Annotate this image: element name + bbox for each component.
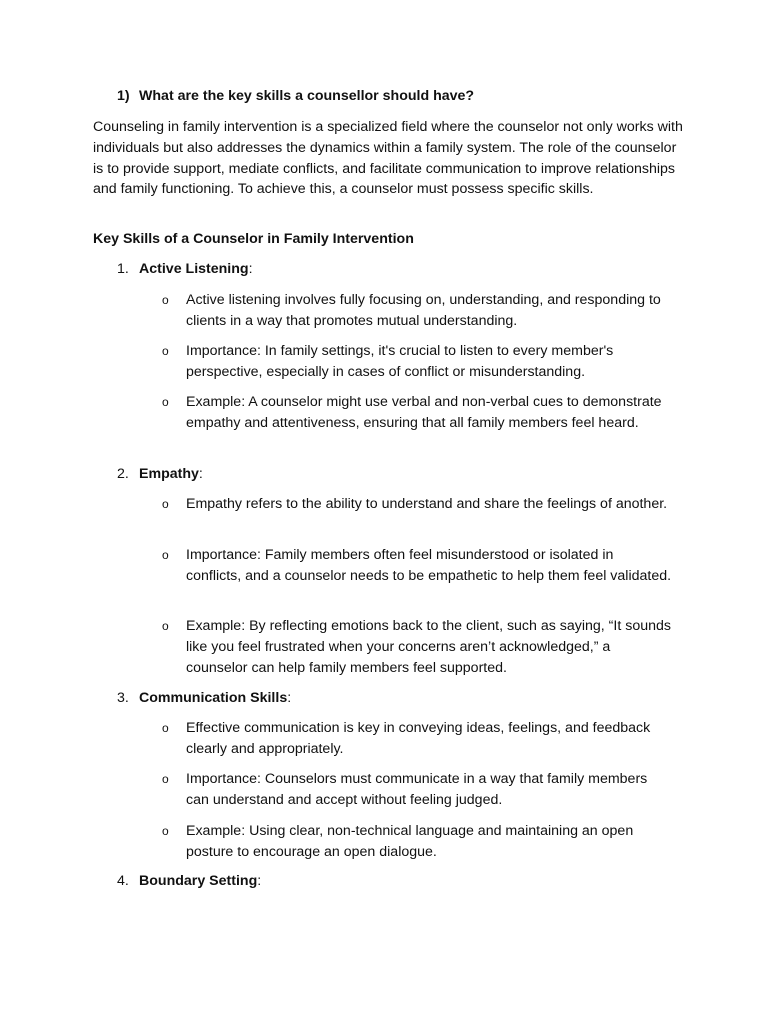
bullet-text: Importance: Counselors must communicate in a way that family members can understand and accept without feeling judged. bbox=[186, 771, 648, 808]
skill-item-empathy bbox=[117, 464, 203, 485]
bullet-text: Empathy refers to the ability to understand and share the feelings of another. bbox=[186, 496, 668, 512]
bullet-text: Example: By reflecting emotions back to the client, such as saying, “It sounds like you feel frustrated when your concerns aren’t acknowledged,” a counselor can help family members feel supported. bbox=[186, 618, 671, 676]
list-item bbox=[162, 718, 672, 760]
list-item bbox=[162, 392, 672, 434]
skill-item-communication-skills bbox=[117, 688, 291, 709]
bullet-text: Importance: Family members often feel misunderstood or isolated in conflicts, and a counselor needs to be empathetic to help them feel validated. bbox=[186, 547, 672, 584]
skill-suffix: : bbox=[248, 261, 253, 277]
bullet-text: Example: A counselor might use verbal and non-verbal cues to demonstrate empathy and attentiveness, ensuring that all family members feel heard. bbox=[186, 394, 662, 431]
skill-suffix: : bbox=[257, 873, 262, 889]
bullet-glyph: o bbox=[162, 721, 169, 735]
skill-item-active-listening bbox=[117, 259, 253, 280]
bullet-glyph: o bbox=[162, 344, 169, 358]
question-text: What are the key skills a counsellor should have? bbox=[139, 88, 475, 104]
bullet-glyph: o bbox=[162, 497, 169, 511]
intro-paragraph: Counseling in family intervention is a specialized field where the counselor not only works with individuals but also addresses the dynamics within a family system. The role of the counselor is to provide support, mediate conflicts, and facilitate communication to improve relationships and family functioning. To achieve this, a counselor must possess specific skills. bbox=[93, 119, 683, 198]
skill-label: Communication Skills bbox=[139, 690, 288, 706]
skill-label: Boundary Setting bbox=[139, 873, 258, 889]
list-item bbox=[162, 821, 672, 863]
bullet-glyph: o bbox=[162, 772, 169, 786]
bullet-glyph: o bbox=[162, 395, 169, 409]
bullet-glyph: o bbox=[162, 548, 169, 562]
list-item bbox=[162, 616, 672, 678]
list-item bbox=[162, 545, 672, 587]
skill-label: Empathy bbox=[139, 466, 199, 482]
list-item bbox=[162, 341, 672, 383]
bullet-glyph: o bbox=[162, 619, 169, 633]
skill-item-boundary-setting bbox=[117, 871, 261, 892]
bullet-glyph: o bbox=[162, 293, 169, 307]
bullet-glyph: o bbox=[162, 824, 169, 838]
bullet-text: Effective communication is key in conveying ideas, feelings, and feedback clearly and appropriately. bbox=[186, 720, 651, 757]
skill-suffix: : bbox=[287, 690, 292, 706]
bullet-text: Importance: In family settings, it's crucial to listen to every member's perspective, especially in cases of conflict or misunderstanding. bbox=[186, 343, 614, 380]
skill-number: 1. bbox=[117, 261, 129, 277]
bullet-text: Example: Using clear, non-technical language and maintaining an open posture to encourage an open dialogue. bbox=[186, 823, 634, 860]
question-heading bbox=[117, 86, 474, 107]
bullet-text: Active listening involves fully focusing on, understanding, and responding to clients in a way that promotes mutual understanding. bbox=[186, 292, 661, 329]
skill-label: Active Listening bbox=[139, 261, 249, 277]
question-number: 1) bbox=[117, 88, 130, 104]
list-item bbox=[162, 494, 672, 515]
list-item bbox=[162, 290, 672, 332]
skill-suffix: : bbox=[198, 466, 203, 482]
skill-number: 3. bbox=[117, 690, 129, 706]
skill-number: 2. bbox=[117, 466, 129, 482]
section-title: Key Skills of a Counselor in Family Intervention bbox=[93, 231, 414, 247]
skill-number: 4. bbox=[117, 873, 129, 889]
list-item bbox=[162, 769, 672, 811]
